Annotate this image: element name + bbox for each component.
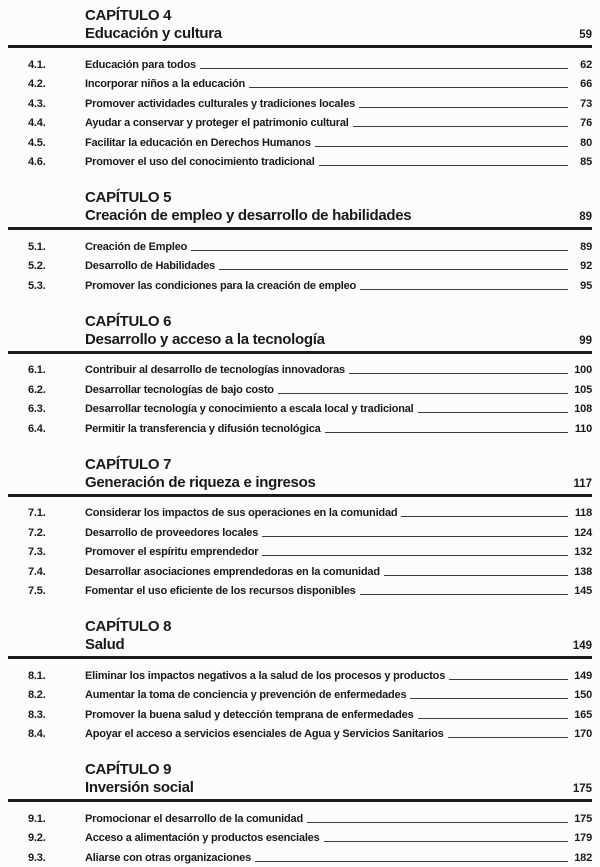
chapter-title: Creación de empleo y desarrollo de habilidades <box>85 207 412 224</box>
chapter-sections <box>8 230 592 296</box>
toc-entry[interactable] <box>8 276 592 296</box>
chapter-page-number: 89 <box>579 211 592 223</box>
toc-chapter <box>8 618 592 744</box>
leader-line <box>325 432 568 433</box>
chapter-sections <box>8 354 592 439</box>
toc-entry-page: 73 <box>580 97 592 110</box>
leader-line <box>448 737 568 738</box>
leader-line <box>255 861 568 862</box>
toc-entry[interactable] <box>8 829 592 849</box>
toc-entry[interactable] <box>8 543 592 563</box>
toc-entry-number: 9.1. <box>28 812 46 825</box>
toc-entry-title: Promover las condiciones para la creación de empleo <box>85 279 357 292</box>
toc-entry[interactable] <box>8 75 592 95</box>
toc-entry-page: 165 <box>574 708 592 721</box>
toc-entry-title: Apoyar el acceso a servicios esenciales de Agua y Servicios Sanitarios <box>85 728 444 741</box>
toc-entry[interactable] <box>8 419 592 439</box>
toc-entry-number: 9.3. <box>28 851 46 864</box>
chapter-title: Inversión social <box>85 779 194 796</box>
chapter-heading[interactable] <box>8 761 592 797</box>
chapter-number: CAPÍTULO 9 <box>85 761 172 778</box>
chapter-heading[interactable] <box>8 618 592 654</box>
toc-entry-page: 182 <box>574 851 592 864</box>
leader-line <box>360 594 568 595</box>
toc-entry-page: 108 <box>574 403 592 416</box>
leader-line <box>278 393 568 394</box>
chapter-number: CAPÍTULO 7 <box>85 455 172 473</box>
leader-line <box>410 698 568 699</box>
toc-entry-page: 110 <box>574 422 592 435</box>
toc-entry[interactable] <box>8 380 592 400</box>
leader-line <box>418 718 568 719</box>
chapter-number: CAPÍTULO 6 <box>85 312 172 330</box>
chapter-heading-text <box>8 7 568 43</box>
toc-entry-number: 7.2. <box>28 526 46 539</box>
toc-entry-title: Promocionar el desarrollo de la comunidad <box>85 812 303 825</box>
chapter-heading-text <box>8 761 568 797</box>
toc-entry-page: 175 <box>574 812 592 825</box>
chapter-title: Desarrollo y acceso a la tecnología <box>85 330 325 348</box>
toc-entry-number: 8.3. <box>28 708 46 721</box>
toc-entry-page: 124 <box>574 526 592 539</box>
leader-line <box>249 87 568 88</box>
toc-entry[interactable] <box>8 94 592 114</box>
toc <box>8 7 592 867</box>
toc-entry-page: 150 <box>574 689 592 702</box>
toc-entry-title: Promover el uso del conocimiento tradicional <box>85 156 315 169</box>
toc-entry[interactable] <box>8 582 592 602</box>
toc-entry[interactable] <box>8 257 592 277</box>
chapter-number: CAPÍTULO 4 <box>85 7 172 24</box>
toc-entry-number: 7.5. <box>28 585 46 598</box>
chapter-title: Generación de riqueza e ingresos <box>85 473 316 491</box>
toc-entry-title: Acceso a alimentación y productos esenciales <box>85 832 320 845</box>
leader-line <box>191 250 568 251</box>
toc-entry-page: 105 <box>574 383 592 396</box>
toc-entry-number: 6.4. <box>28 422 46 435</box>
toc-entry-number: 6.3. <box>28 403 46 416</box>
toc-entry-page: 179 <box>574 832 592 845</box>
leader-line <box>307 822 568 823</box>
toc-entry[interactable] <box>8 55 592 75</box>
leader-line <box>418 412 568 413</box>
chapter-heading-text <box>8 618 568 654</box>
toc-entry-number: 4.1. <box>28 58 46 71</box>
chapter-page-number: 99 <box>579 334 592 347</box>
toc-entry[interactable] <box>8 848 592 867</box>
chapter-title: Salud <box>85 636 125 653</box>
toc-entry-title: Considerar los impactos de sus operaciones en la comunidad <box>85 507 398 520</box>
toc-entry[interactable] <box>8 686 592 706</box>
toc-entry[interactable] <box>8 666 592 686</box>
chapter-page-number: 175 <box>572 783 592 795</box>
chapter-title: Educación y cultura <box>85 25 222 42</box>
toc-entry-title: Incorporar niños a la educación <box>85 78 246 91</box>
toc-entry-title: Desarrollar tecnologías de bajo costo <box>85 383 274 396</box>
toc-entry-page: 170 <box>574 728 592 741</box>
toc-chapter <box>8 189 592 296</box>
leader-line <box>359 107 568 108</box>
toc-entry[interactable] <box>8 133 592 153</box>
toc-entry[interactable] <box>8 504 592 524</box>
chapter-sections <box>8 802 592 867</box>
toc-entry[interactable] <box>8 153 592 173</box>
toc-entry-page: 85 <box>580 156 592 169</box>
leader-line <box>262 555 568 556</box>
toc-entry-number: 4.6. <box>28 156 46 169</box>
chapter-heading-text <box>8 189 568 225</box>
toc-entry-title: Ayudar a conservar y proteger el patrimonio cultural <box>85 117 349 130</box>
toc-entry[interactable] <box>8 809 592 829</box>
toc-entry-number: 8.2. <box>28 689 46 702</box>
toc-entry-number: 4.2. <box>28 78 46 91</box>
toc-entry-page: 76 <box>580 117 592 130</box>
toc-entry-title: Desarrollo de Habilidades <box>85 260 216 273</box>
toc-entry[interactable] <box>8 237 592 257</box>
toc-entry-title: Facilitar la educación en Derechos Humanos <box>85 136 311 149</box>
toc-entry-title: Creación de Empleo <box>85 240 188 253</box>
leader-line <box>315 146 568 147</box>
toc-entry[interactable] <box>8 523 592 543</box>
chapter-page-number: 149 <box>572 640 592 652</box>
chapter-heading[interactable] <box>8 456 592 492</box>
toc-entry-title: Educación para todos <box>85 58 196 71</box>
toc-entry-title: Aliarse con otras organizaciones <box>85 851 251 864</box>
chapter-sections <box>8 497 592 602</box>
toc-entry-number: 6.2. <box>28 383 46 396</box>
toc-entry-number: 7.4. <box>28 565 46 578</box>
chapter-heading-text <box>8 313 568 349</box>
toc-entry-page: 138 <box>574 565 592 578</box>
toc-entry[interactable] <box>8 705 592 725</box>
chapter-heading[interactable] <box>8 313 592 349</box>
chapter-sections <box>8 659 592 744</box>
toc-entry-title: Promover el espíritu emprendedor <box>85 546 259 559</box>
toc-entry-page: 62 <box>580 58 592 71</box>
chapter-sections <box>8 48 592 172</box>
chapter-heading[interactable] <box>8 7 592 43</box>
toc-entry-page: 132 <box>574 546 592 559</box>
toc-entry-number: 4.4. <box>28 117 46 130</box>
toc-entry-title: Promover la buena salud y detección temprana de enfermedades <box>85 708 414 721</box>
chapter-heading[interactable] <box>8 189 592 225</box>
leader-line <box>353 126 568 127</box>
leader-line <box>262 536 568 537</box>
toc-chapter <box>8 761 592 867</box>
toc-entry-title: Permitir la transferencia y difusión tecnológica <box>85 422 321 435</box>
toc-entry-title: Promover actividades culturales y tradiciones locales <box>85 97 356 110</box>
toc-entry[interactable] <box>8 562 592 582</box>
leader-line <box>324 841 568 842</box>
toc-entry-page: 66 <box>580 78 592 91</box>
chapter-number: CAPÍTULO 8 <box>85 618 172 635</box>
leader-line <box>449 679 568 680</box>
toc-entry-number: 8.1. <box>28 669 46 682</box>
toc-entry-page: 145 <box>574 585 592 598</box>
toc-entry-number: 8.4. <box>28 728 46 741</box>
toc-entry-page: 92 <box>580 260 592 273</box>
toc-entry-number: 7.3. <box>28 546 46 559</box>
chapter-number: CAPÍTULO 5 <box>85 189 172 206</box>
leader-line <box>219 269 568 270</box>
toc-entry-title: Aumentar la toma de conciencia y prevención de enfermedades <box>85 689 407 702</box>
toc-entry-title: Desarrollar asociaciones emprendedoras en la comunidad <box>85 565 380 578</box>
leader-line <box>319 165 568 166</box>
toc-entry-number: 9.2. <box>28 832 46 845</box>
toc-entry-title: Desarrollo de proveedores locales <box>85 526 259 539</box>
toc-chapter <box>8 313 592 439</box>
chapter-page-number: 117 <box>573 477 592 490</box>
toc-entry-number: 4.3. <box>28 97 46 110</box>
toc-entry-number: 5.3. <box>28 279 46 292</box>
toc-entry-title: Desarrollar tecnología y conocimiento a escala local y tradicional <box>85 403 414 416</box>
chapter-page-number: 59 <box>579 29 592 41</box>
toc-entry[interactable] <box>8 400 592 420</box>
toc-entry[interactable] <box>8 114 592 134</box>
leader-line <box>349 373 568 374</box>
toc-entry-number: 6.1. <box>28 364 46 377</box>
leader-line <box>401 516 568 517</box>
leader-line <box>384 575 568 576</box>
toc-entry[interactable] <box>8 725 592 745</box>
toc-entry-page: 80 <box>580 136 592 149</box>
toc-entry-title: Eliminar los impactos negativos a la salud de los procesos y productos <box>85 669 446 682</box>
leader-line <box>200 68 568 69</box>
toc-entry-number: 5.1. <box>28 240 46 253</box>
toc-entry-page: 95 <box>580 279 592 292</box>
toc-entry[interactable] <box>8 361 592 381</box>
toc-entry-title: Fomentar el uso eficiente de los recursos disponibles <box>85 585 356 598</box>
toc-entry-page: 100 <box>574 364 592 377</box>
toc-chapter <box>8 456 592 602</box>
chapter-heading-text <box>8 456 568 492</box>
toc-entry-number: 5.2. <box>28 260 46 273</box>
toc-entry-number: 7.1. <box>28 507 46 520</box>
toc-entry-number: 4.5. <box>28 136 46 149</box>
toc-entry-page: 89 <box>580 240 592 253</box>
toc-entry-page: 118 <box>574 507 592 520</box>
leader-line <box>360 289 568 290</box>
toc-chapter <box>8 7 592 172</box>
toc-entry-page: 149 <box>574 669 592 682</box>
toc-entry-title: Contribuir al desarrollo de tecnologías innovadoras <box>85 364 345 377</box>
